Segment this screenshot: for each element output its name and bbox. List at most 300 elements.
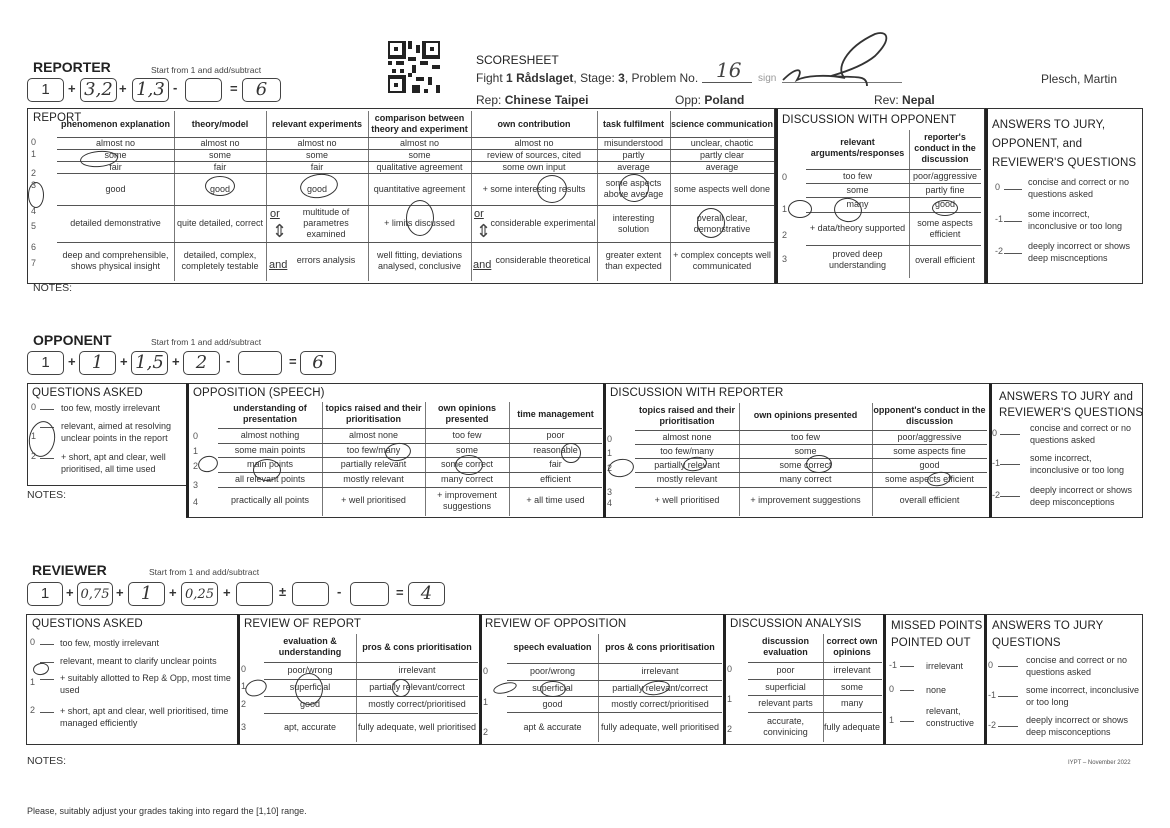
rubric-cell[interactable]: main points — [246, 459, 294, 469]
opponent-total-box[interactable] — [300, 351, 336, 375]
row-score-label: 2 — [782, 230, 788, 240]
opponent-title: OPPONENT — [33, 332, 112, 348]
rubric-cell[interactable]: poor/aggressive — [912, 170, 978, 181]
rubric-cell[interactable]: some aspects efficient — [885, 474, 974, 484]
row-divider — [40, 712, 54, 713]
criterion-description[interactable]: none — [926, 685, 947, 695]
rubric-cell[interactable]: some correct — [440, 459, 493, 469]
version-label: IYPT – November 2022 — [1068, 760, 1131, 766]
row-score-label: 0 — [995, 182, 1001, 192]
reviewer-op-plus: + — [66, 585, 74, 600]
rubric-cell[interactable]: relevant parts — [758, 698, 813, 708]
rubric-cell[interactable]: + well prioritised — [341, 495, 406, 505]
criterion-description[interactable]: concise and correct or no questions asked — [1026, 655, 1128, 677]
row-score-label: 1 — [193, 446, 199, 456]
rep-label: Rep: — [476, 93, 502, 107]
column-header: task fulfilment — [602, 118, 664, 129]
rubric-cell[interactable]: average — [705, 161, 739, 172]
row-score-label: 1 — [727, 694, 733, 704]
rubric-cell[interactable]: + improvement suggestions — [437, 489, 497, 511]
rubric-cell[interactable]: irrelevant — [641, 666, 679, 676]
column-header: comparison between theory and experiment — [371, 113, 468, 134]
reviewer-score-value-2: 1 — [140, 583, 153, 604]
criterion-description[interactable]: concise and correct or no questions asked — [1028, 177, 1130, 199]
rubric-cell[interactable]: poor/aggressive — [897, 431, 962, 442]
row-divider — [264, 662, 478, 663]
rubric-cell[interactable]: partially relevant — [654, 459, 720, 470]
reporter-op-minus: - — [173, 80, 178, 95]
row-score-label: 3 — [782, 254, 788, 264]
rubric-cell[interactable]: partly clear — [699, 149, 744, 160]
rubric-cell[interactable]: + all time used — [526, 495, 585, 505]
rubric-cell[interactable]: practically all points — [230, 495, 310, 505]
rubric-cell[interactable]: some aspects efficient — [917, 217, 973, 239]
review-of-opposition-title: REVIEW OF OPPOSITION — [485, 618, 627, 630]
criterion-description[interactable]: some incorrect, inconclusive or too long — [1030, 453, 1125, 475]
criterion-description[interactable]: + short, apt and clear, well prioritised, time managed efficiently — [60, 706, 229, 728]
row-divider — [507, 680, 722, 681]
handwritten-circle-mark — [932, 200, 958, 216]
opponent-score-value-3: 2 — [195, 352, 208, 373]
reporter-notes-label: NOTES: — [33, 282, 73, 294]
rubric-cell[interactable]: good — [542, 698, 563, 709]
column-divider — [909, 130, 910, 278]
handwritten-circle-mark — [788, 200, 812, 218]
row-score-label: -2 — [992, 490, 1001, 500]
rubric-cell[interactable]: quantitative agreement — [373, 183, 466, 194]
rubric-cell[interactable]: many — [846, 199, 869, 209]
title-line: POINTED OUT — [891, 637, 971, 649]
row-score-label: 5 — [31, 221, 37, 231]
criterion-description[interactable]: too few, mostly irrelevant — [61, 403, 161, 413]
rubric-cell[interactable]: review of sources, cited — [486, 149, 582, 160]
reviewer-op-equals: = — [396, 585, 404, 600]
rubric-cell[interactable]: + limits discussed — [384, 218, 455, 228]
criterion-description[interactable]: relevant, constructive — [926, 706, 975, 728]
row-score-label: 3 — [241, 722, 247, 732]
rubric-cell[interactable]: almost no — [200, 137, 240, 148]
rubric-cell[interactable]: almost no — [514, 137, 554, 148]
rubric-cell[interactable]: quite detailed, correct — [176, 218, 264, 228]
reporter-answers-title — [992, 116, 1136, 173]
rubric-cell[interactable]: considerable theoretical — [495, 255, 591, 265]
rubric-cell[interactable]: many — [840, 698, 863, 708]
reviewer-score-box-6[interactable] — [350, 582, 389, 606]
row-divider — [1004, 253, 1022, 254]
rubric-cell[interactable]: too few/many — [660, 445, 714, 456]
rubric-cell[interactable]: well fitting, deviations analysed, conclusive — [376, 249, 463, 271]
rubric-cell[interactable]: fair — [109, 161, 122, 172]
rubric-cell[interactable]: efficient — [540, 474, 571, 484]
row-score-label: 2 — [30, 705, 36, 715]
reporter-op-plus: + — [119, 81, 127, 96]
rubric-cell[interactable]: fully adequate, well prioritised — [357, 722, 477, 732]
reviewer-questions-title: QUESTIONS ASKED — [32, 618, 143, 630]
rubric-cell[interactable]: mostly relevant — [343, 474, 404, 484]
rubric-cell[interactable]: deep and comprehensible, shows physical insight — [62, 249, 169, 271]
reviewer-score-box-3[interactable] — [181, 582, 218, 606]
reporter-score-box-2[interactable] — [132, 78, 169, 102]
row-divider — [900, 690, 914, 691]
handwritten-circle-mark — [406, 200, 434, 236]
criterion-description[interactable]: deeply incorrect or shows deep misconceptions — [1026, 715, 1129, 737]
row-divider — [507, 696, 722, 697]
title-line: ANSWERS TO JURY — [992, 620, 1104, 632]
rev-info — [874, 93, 935, 107]
problem-no-line — [702, 82, 752, 83]
reviewer-total-box[interactable] — [408, 582, 445, 606]
reporter-hint: Start from 1 and add/subtract — [151, 65, 262, 75]
row-score-label: -2 — [988, 720, 997, 730]
row-score-label: 2 — [483, 727, 489, 737]
row-divider — [635, 487, 987, 488]
rubric-cell[interactable]: + complex concepts well communicated — [673, 249, 771, 271]
reporter-total-box[interactable] — [242, 78, 281, 102]
handwritten-circle-mark — [619, 174, 649, 202]
rubric-cell[interactable]: irrelevant — [833, 665, 871, 675]
opponent-score-box-2[interactable] — [131, 351, 168, 375]
rubric-cell[interactable]: some aspects above average — [603, 178, 664, 199]
rubric-cell[interactable]: fair — [310, 161, 324, 172]
rubric-cell[interactable]: detailed, complex, completely testable — [181, 249, 259, 271]
handwritten-circle-mark — [253, 459, 281, 481]
rubric-cell[interactable]: fully adequate, well prioritised — [600, 721, 720, 732]
rubric-cell[interactable]: accurate, convinicing — [763, 716, 808, 737]
rubric-cell[interactable]: almost no — [95, 137, 136, 148]
rubric-cell[interactable]: good — [105, 183, 126, 194]
opp-info — [675, 93, 744, 107]
rubric-cell[interactable]: almost none — [348, 430, 399, 440]
row-divider — [218, 428, 602, 429]
row-divider — [57, 161, 774, 162]
rubric-cell[interactable]: average — [617, 161, 650, 172]
opponent-op-equals: = — [289, 354, 297, 369]
rubric-cell[interactable]: some — [408, 149, 431, 160]
column-header: phenomenon explanation — [60, 118, 170, 129]
column-divider — [739, 403, 740, 516]
missed-points-title — [891, 618, 982, 652]
row-score-label: 1 — [31, 149, 37, 159]
rubric-cell[interactable]: unclear, chaotic — [690, 137, 754, 148]
rubric-cell[interactable]: partly fine — [925, 184, 965, 195]
rubric-cell[interactable]: good — [299, 699, 321, 709]
rubric-cell[interactable]: detailed demonstrative — [70, 218, 161, 228]
column-header: understanding of presentation — [233, 403, 307, 424]
opponent-notes-label: NOTES: — [27, 489, 67, 501]
rubric-cell[interactable]: poor/wrong — [529, 666, 576, 676]
rubric-cell[interactable]: mostly relevant — [656, 474, 718, 484]
rubric-cell[interactable]: partially relevant/correct — [369, 682, 465, 692]
handwritten-circle-mark — [697, 208, 725, 238]
rubric-cell[interactable]: mostly correct/prioritised — [611, 698, 709, 709]
and-label: and — [473, 259, 492, 271]
row-score-label: 1 — [782, 204, 788, 214]
column-header: correct own opinions — [826, 636, 878, 657]
title-line: MISSED POINTS — [891, 620, 983, 632]
reporter-total-value: 6 — [255, 79, 268, 100]
row-score-label: 0 — [992, 428, 998, 438]
criterion-description[interactable]: deeply incorrect or shows deep misconceptions — [1030, 485, 1133, 507]
reporter-score-box-1[interactable] — [80, 78, 117, 102]
row-divider — [998, 666, 1018, 667]
criterion-description[interactable]: irrelevant — [926, 661, 964, 671]
criterion-description[interactable]: concise and correct or no questions asked — [1030, 423, 1132, 445]
row-score-label: 0 — [727, 664, 733, 674]
rubric-cell[interactable]: almost no — [297, 137, 337, 148]
reviewer-score-box-5[interactable] — [292, 582, 329, 606]
row-score-label: 2 — [241, 699, 247, 709]
rubric-cell[interactable]: fair — [213, 161, 227, 172]
criterion-description[interactable]: relevant, meant to clarify unclear points — [60, 656, 217, 666]
reporter-score-base: 1 — [27, 78, 64, 102]
rubric-cell[interactable]: overall efficient — [915, 254, 975, 265]
rubric-cell[interactable]: overall efficient — [899, 495, 960, 505]
opponent-score-value-2: 1,5 — [135, 352, 164, 373]
row-score-label: 0 — [483, 666, 489, 676]
title-line: ANSWERS TO JURY and — [999, 391, 1133, 403]
opponent-score-box-3[interactable] — [183, 351, 220, 375]
rubric-cell[interactable]: many correct — [440, 474, 493, 484]
row-divider — [1004, 189, 1022, 190]
rubric-cell[interactable]: apt, accurate — [283, 722, 337, 732]
rubric-cell[interactable]: superficial — [532, 682, 573, 693]
signature-icon[interactable] — [775, 28, 905, 93]
rubric-cell[interactable]: good — [209, 183, 231, 194]
row-divider — [748, 712, 882, 713]
column-divider — [823, 634, 824, 742]
reviewer-total-value: 4 — [420, 583, 433, 604]
reviewer-notes-label: NOTES: — [27, 755, 67, 767]
criterion-description[interactable]: too few, mostly irrelevant — [60, 638, 160, 648]
rubric-cell[interactable]: good — [919, 459, 940, 470]
row-score-label: 4 — [193, 497, 199, 507]
fight-info: Fight 1 Rådslaget, Stage: 3, Problem No. — [476, 71, 699, 85]
column-header: own opinions presented — [753, 410, 858, 420]
opponent-total-value: 6 — [312, 352, 324, 373]
opponent-score-base: 1 — [27, 351, 64, 375]
rubric-cell[interactable]: overall clear, demonstrative — [693, 212, 751, 234]
reviewer-op-minus: - — [337, 584, 342, 599]
rubric-cell[interactable]: some — [104, 149, 127, 160]
rubric-cell[interactable]: poor — [776, 665, 795, 675]
criterion-description[interactable]: + suitably allotted to Rep & Opp, most time used — [60, 673, 231, 695]
rubric-cell[interactable]: some aspects well done — [673, 183, 771, 194]
and-label: and — [269, 259, 288, 271]
row-divider — [264, 713, 478, 714]
rubric-cell[interactable]: poor — [546, 430, 565, 440]
or-label: or — [270, 208, 280, 220]
row-score-label: 0 — [889, 684, 895, 694]
rubric-cell[interactable]: superficial — [289, 682, 331, 692]
column-divider — [322, 402, 323, 516]
row-divider — [998, 696, 1018, 697]
row-divider — [1000, 434, 1020, 435]
row-score-label: -1 — [988, 690, 997, 700]
row-score-label: 3 — [193, 480, 199, 490]
reporter-score-value-2: 1,3 — [136, 79, 165, 100]
row-score-label: 1 — [889, 715, 895, 725]
rubric-cell[interactable]: mostly correct/prioritised — [368, 699, 466, 709]
column-header: speech evaluation — [513, 641, 592, 652]
rubric-cell[interactable]: misunderstood — [603, 137, 664, 148]
row-divider — [57, 137, 774, 138]
rubric-cell[interactable]: good — [934, 199, 956, 209]
rubric-cell[interactable]: some — [846, 184, 869, 195]
rubric-cell[interactable]: almost none — [662, 431, 712, 442]
rubric-cell[interactable]: fair — [549, 459, 562, 469]
rev-label: Rev: — [874, 93, 899, 107]
reporter-op-equals: = — [230, 81, 238, 96]
column-header: topics raised and their prioritisation — [638, 404, 736, 426]
updown-arrow-icon: ⇕ — [272, 221, 288, 241]
reviewer-title: REVIEWER — [32, 562, 107, 578]
opponent-op-minus: - — [226, 353, 231, 368]
column-header: own opinions presented — [438, 403, 496, 424]
criterion-description[interactable]: some incorrect, inconclusive or too long — [1026, 685, 1140, 707]
row-divider — [1004, 221, 1022, 222]
rubric-cell[interactable]: + some interesting results — [482, 183, 586, 194]
rubric-cell[interactable]: some — [305, 149, 328, 160]
row-score-label: -2 — [995, 246, 1004, 256]
row-divider — [218, 457, 602, 458]
row-divider — [40, 679, 54, 680]
opp-label: Opp: — [675, 93, 702, 107]
stage-value: 3 — [618, 71, 625, 85]
row-divider — [748, 662, 882, 663]
rubric-cell[interactable]: apt & accurate — [523, 721, 582, 732]
rubric-cell[interactable]: almost no — [399, 137, 440, 148]
opponent-score-box-4[interactable] — [238, 351, 282, 375]
criterion-description[interactable]: relevant, aimed at resolving unclear points in the report — [61, 421, 172, 443]
rubric-cell[interactable]: partially relevant — [340, 459, 407, 469]
row-score-label: 0 — [241, 664, 247, 674]
rubric-cell[interactable]: some correct — [779, 459, 832, 470]
rubric-cell[interactable]: errors analysis — [296, 255, 356, 265]
row-score-label: 7 — [31, 258, 37, 268]
criterion-description[interactable]: + short, apt and clear, well prioritised, all time used — [61, 452, 166, 474]
rubric-cell[interactable]: some own input — [502, 161, 566, 172]
reviewer-answers-title — [992, 618, 1103, 652]
row-divider — [748, 679, 882, 680]
discussion-analysis-title: DISCUSSION ANALYSIS — [730, 618, 862, 630]
reviewer-score-box-2[interactable] — [128, 582, 165, 606]
column-header: pros & cons prioritisation — [605, 641, 715, 652]
row-score-label: -1 — [995, 214, 1004, 224]
rubric-cell[interactable]: partly — [622, 149, 645, 160]
rubric-cell[interactable]: + well prioritised — [654, 495, 720, 505]
row-score-label: 2 — [31, 168, 37, 178]
row-score-label: 0 — [782, 172, 788, 182]
rubric-cell[interactable]: too few — [790, 431, 821, 442]
opponent-op-plus: + — [172, 354, 180, 369]
rubric-cell[interactable]: greater extent than expected — [605, 249, 662, 271]
rubric-cell[interactable]: some — [208, 149, 231, 160]
row-score-label: 0 — [31, 402, 37, 412]
rubric-cell[interactable]: + data/theory supported — [809, 223, 906, 233]
title-line: ANSWERS TO JURY, — [992, 119, 1106, 131]
rubric-cell[interactable]: + improvement suggestions — [750, 495, 861, 505]
row-divider — [507, 712, 722, 713]
row-divider — [806, 197, 981, 198]
opponent-hint: Start from 1 and add/subtract — [151, 337, 262, 347]
rubric-cell[interactable]: reasonable — [533, 444, 578, 455]
row-score-label: 0 — [607, 434, 613, 444]
row-divider — [900, 666, 914, 667]
reporter-discussion-title: DISCUSSION WITH OPPONENT — [782, 114, 957, 126]
rubric-cell[interactable]: too few — [842, 170, 873, 181]
rubric-cell[interactable]: interesting solution — [612, 212, 655, 234]
rubric-cell[interactable]: good — [306, 183, 328, 194]
row-score-label: 2 — [727, 724, 733, 734]
criterion-description[interactable]: deeply incorrect or shows deep miscnceptions — [1028, 241, 1131, 263]
column-divider — [425, 402, 426, 516]
rubric-cell[interactable]: some — [840, 681, 863, 692]
rubric-cell[interactable]: superficial — [765, 681, 806, 692]
rubric-cell[interactable]: almost nothing — [240, 430, 300, 440]
juror-name: Plesch, Martin — [1041, 72, 1118, 86]
row-divider — [40, 644, 54, 645]
rubric-cell[interactable]: qualitative agreement — [376, 161, 463, 172]
row-score-label: 4 — [607, 498, 613, 508]
column-header: science communication — [670, 118, 774, 129]
column-header: opponent's conduct in the discussion — [873, 404, 986, 426]
row-divider — [57, 149, 774, 150]
handwritten-circle-mark — [540, 681, 566, 697]
row-score-label: 1 — [31, 431, 37, 441]
reporter-op-plus: + — [68, 81, 76, 96]
rubric-cell[interactable]: all relevant points — [234, 474, 306, 484]
rubric-cell[interactable]: considerable experimental — [490, 218, 596, 228]
rubric-cell[interactable]: too few — [452, 430, 482, 440]
rubric-cell[interactable]: multitude of parametres examined — [302, 207, 350, 239]
row-divider — [57, 242, 774, 243]
rubric-cell[interactable]: partially relevant/correct — [612, 682, 708, 693]
opponent-answers-title — [999, 389, 1143, 421]
rubric-cell[interactable]: some — [455, 444, 478, 455]
rubric-cell[interactable]: some — [794, 445, 817, 456]
rubric-cell[interactable]: poor/wrong — [287, 665, 333, 675]
report-title: REPORT — [33, 112, 82, 124]
row-divider — [806, 169, 981, 170]
reviewer-score-value-1: 0,75 — [80, 587, 110, 602]
reviewer-op-plus: + — [169, 585, 177, 600]
reviewer-score-box-1[interactable] — [77, 582, 113, 606]
rubric-cell[interactable]: too few/many — [346, 444, 401, 455]
column-header: pros & cons prioritisation — [362, 641, 472, 652]
criterion-description[interactable]: some incorrect, inconclusive or too long — [1028, 209, 1123, 231]
reviewer-score-box-4[interactable] — [236, 582, 273, 606]
opponent-score-box-1[interactable] — [79, 351, 116, 375]
title-line: REVIEWER'S QUESTIONS — [999, 407, 1144, 419]
row-score-label: 2 — [31, 451, 37, 461]
reporter-score-box-3[interactable] — [185, 78, 222, 102]
problem-no-value[interactable]: 16 — [716, 58, 742, 82]
column-header: evaluation & understanding — [278, 636, 342, 657]
rubric-cell[interactable]: irrelevant — [398, 665, 436, 675]
column-divider — [872, 403, 873, 516]
rubric-cell[interactable]: some aspects fine — [893, 445, 966, 456]
rubric-cell[interactable]: fully adequate — [823, 721, 881, 732]
column-header: reporter's conduct in the discussion — [914, 131, 976, 164]
qr-code-icon — [388, 41, 440, 93]
rubric-cell[interactable]: proved deep understanding — [828, 249, 887, 270]
rubric-cell[interactable]: some main points — [234, 444, 306, 455]
rubric-cell[interactable]: many correct — [779, 474, 832, 484]
row-divider — [806, 245, 981, 246]
reviewer-score-base: 1 — [27, 582, 63, 606]
column-header: theory/model — [191, 118, 249, 129]
row-score-label: 1 — [483, 697, 489, 707]
